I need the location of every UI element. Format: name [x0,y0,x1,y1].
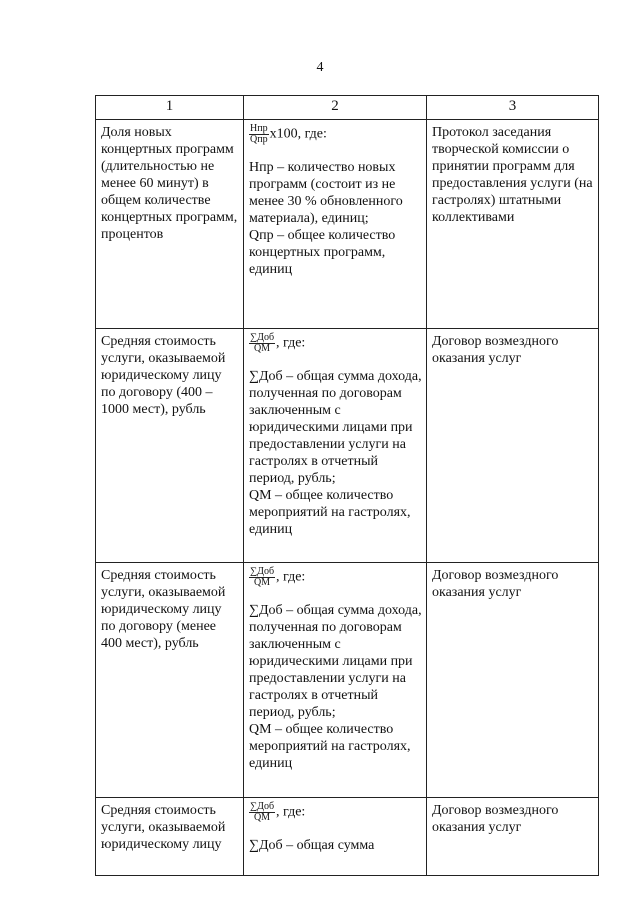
source-cell: Договор возмездного оказания услуг [427,798,599,876]
formula-fraction: $\frac{\text{∑Доб}}{QМ}$ [250,566,275,588]
source-cell: Протокол заседания творческой комиссии о принятии программ для предоставления услуги (на гастролях) штатными коллективами [427,120,599,329]
table-row [96,563,599,798]
formula-cell [244,798,427,876]
formula-definition: QМ – общее количество мероприятий на гастролях, единиц [249,488,411,537]
source-cell: Договор возмездного оказания услуг [427,563,599,798]
column-header-1: 1 [96,96,244,120]
formula-definition: Qпр – общее количество концертных программ, единиц [249,228,396,277]
formula-suffix: , где: [276,804,306,820]
indicators-table [95,95,599,876]
formula-cell [244,120,427,329]
formula-definition: ∑Доб – общая сумма дохода, полученная по договорам заключенным с юридическими лицами при предоставлении услуги на гастролях в отчетный период, рубль; [249,369,422,486]
indicator-cell: Средняя стоимость услуги, оказываемой юридическому лицу [96,798,244,876]
formula-cell [244,563,427,798]
source-cell: Договор возмездного оказания услуг [427,329,599,563]
page-number: 4 [316,60,324,75]
formula-suffix: , где: [276,335,306,351]
formula-fraction: $\frac{\text{Нпр}}{\text{Qпр}}$ [250,123,268,145]
table-row [96,329,599,563]
table-row [96,120,599,329]
column-header-2: 2 [244,96,427,120]
formula-definition: Нпр – количество новых программ (состоит из не менее 30 % обновленного материала), единиц; [249,160,403,226]
indicator-cell: Средняя стоимость услуги, оказываемой юридическому лицу по договору (400 – 1000 мест), рубль [96,329,244,563]
formula-definition: ∑Доб – общая сумма [249,838,375,853]
formula-definition: QМ – общее количество мероприятий на гастролях, единиц [249,722,411,771]
formula-definition: ∑Доб – общая сумма дохода, полученная по договорам заключенным с юридическими лицами при предоставлении услуги на гастролях в отчетный период, рубль; [249,603,422,720]
formula-cell [244,329,427,563]
table-header-row [96,96,599,120]
formula-fraction: $\frac{\text{∑Доб}}{QМ}$ [250,801,275,823]
formula-suffix: , где: [276,569,306,585]
table-row [96,798,599,876]
formula-fraction: $\frac{\text{∑Доб}}{QМ}$ [250,332,275,354]
column-header-3: 3 [427,96,599,120]
indicator-cell: Доля новых концертных программ (длительностью не менее 60 минут) в общем количестве концертных программ, процентов [96,120,244,329]
formula-suffix: х100, где: [269,126,327,142]
indicator-cell: Средняя стоимость услуги, оказываемой юридическому лицу по договору (менее 400 мест), рубль [96,563,244,798]
